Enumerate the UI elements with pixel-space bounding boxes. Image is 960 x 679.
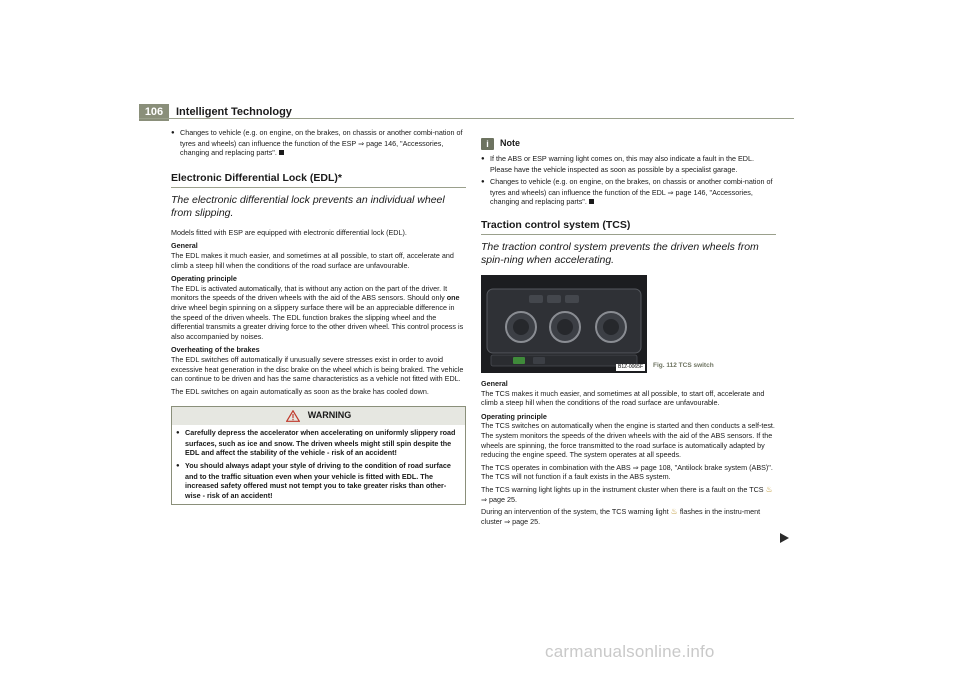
- warning-box: [171, 406, 466, 505]
- note-header: [481, 138, 776, 150]
- tcs-abs-text: The TCS operates in combination with the ABS ⇒ page 108, "Antilock brake system (ABS)". The TCS will not function if a fault exists in the ABS system.: [481, 462, 773, 482]
- edl-general-text: The EDL makes it much easier, and sometimes at all possible, to start off, accelerate and climb a steep hill when the conditions of the road surface are unfavourable.: [171, 250, 454, 270]
- note-icon: i: [481, 138, 494, 150]
- edl-overheat-text-2: The EDL switches on again automatically as soon as the brake has cooled down.: [171, 386, 429, 396]
- figure-caption: Fig. 112 TCS switch: [653, 362, 714, 370]
- right-column: [481, 136, 776, 529]
- tcs-light-text: [481, 485, 776, 504]
- warning-title: WARNING: [307, 410, 352, 421]
- tcs-section-title: Traction control system (TCS): [481, 219, 776, 235]
- continue-arrow-icon[interactable]: [780, 533, 789, 543]
- tcs-op-text: The TCS switches on automatically when the engine is started and then conducts a self-test. The system monitors the speeds of the driven wheels with the aid of the ABS sensors. If the wheels are spinning, the force transmitted to the road surface is automatically adapted by reducing the engine speed. The system operates at all speeds.: [481, 421, 775, 460]
- edl-op-label: Operating principle: [171, 274, 237, 284]
- end-mark: [589, 199, 594, 204]
- edl-op-text: [171, 284, 466, 342]
- tcs-flash-text-a: During an intervention of the system, the TCS warning light: [481, 507, 669, 517]
- end-mark: [279, 150, 284, 155]
- tcs-general-label: General: [481, 378, 508, 388]
- edl-general-label: General: [171, 241, 198, 251]
- tcs-flash-text-b: flashes in the instru-ment cluster ⇒ page 25.: [481, 507, 761, 526]
- warning-header: [172, 407, 465, 425]
- tcs-warning-light-icon: ♨: [765, 484, 773, 494]
- climate-panel-illustration: [481, 275, 647, 373]
- warning-triangle-icon: [286, 410, 300, 422]
- note-item-1: ● If the ABS or ESP warning light comes on, this may also indicate a fault in the EDL. Please have the vehicle inspected as soon as possible by a specialist garage.: [481, 154, 776, 174]
- tcs-general-text: The TCS makes it much easier, and sometimes at all possible, to start off, accelerate and climb a steep hill when the conditions of the road surface are unfavourable.: [481, 388, 765, 408]
- tcs-light-text-a: The TCS warning light lights up in the instrument cluster when there is a fault on the TCS: [481, 484, 764, 494]
- intro-bullet: [171, 128, 466, 158]
- edl-fitted-text: Models fitted with ESP are equipped with electronic differential lock (EDL).: [171, 227, 407, 237]
- edl-op-text-b: drive wheel begin spinning on a slippery surface there will be an appreciable difference in the speed of the driven wheels. The EDL function brakes the slipping wheel and the differential transmits a greater driving force to the other driven wheel. This control process is also accompanied by noises.: [171, 302, 464, 341]
- intro-bullet-text: Changes to vehicle (e.g. on engine, on the brakes, on chassis or another combi-nation of tyres and wheels) can influence the function of the ESP ⇒ page 146, "Accessories, changing and replacing parts".: [180, 128, 463, 158]
- tcs-switch-photo: [481, 275, 647, 373]
- warning-item-2: ● You should always adapt your style of driving to the condition of road surface and to the traffic situation even when your vehicle is fitted with EDL. The increased safety offered must not tempt you to take greater risks than other-wise - risk of an accident!: [176, 461, 461, 500]
- warning-body: [172, 425, 465, 504]
- edl-overheat-label: Overheating of the brakes: [171, 345, 260, 355]
- running-title: Intelligent Technology: [176, 106, 292, 118]
- edl-op-text-bold: one: [446, 293, 460, 303]
- figure-code: B1Z-0065F: [617, 363, 643, 370]
- edl-op-text-a: The EDL is activated automatically, that is without any action on the part of the driver. It monitors the speeds of the driven wheels with the aid of the ABS sensors. Should only: [171, 283, 448, 303]
- edl-overheat-text: The EDL switches off automatically if unusually severe stresses exist in order to avoid excessive heat generation in the disc brake on the wheel which is being braked. The vehicle can continue to be driven and has the same characteristics as a vehicle not fitted with EDL.: [171, 354, 464, 384]
- tcs-warning-light-icon: ♨: [670, 507, 678, 517]
- tcs-section-subtitle: The traction control system prevents the driven wheels from spin-ning when accelerating.: [481, 240, 759, 266]
- watermark: carmanualsonline.info: [545, 642, 715, 661]
- note-item-2: [481, 177, 776, 207]
- page-number: 106: [139, 104, 169, 121]
- edl-section-subtitle: The electronic differential lock prevents an individual wheel from slipping.: [171, 193, 445, 219]
- figure-112: [481, 275, 776, 373]
- note-title: Note: [500, 138, 520, 149]
- header-rule: [139, 118, 794, 119]
- left-column: [171, 128, 466, 505]
- note-item-2-text: Changes to vehicle (e.g. on engine, on the brakes, on chassis or another combi-nation of tyres and wheels) can influence the function of the EDL ⇒ page 146, "Accessories, changing and replacing parts".: [490, 177, 773, 207]
- tcs-op-label: Operating principle: [481, 411, 547, 421]
- edl-section-title: Electronic Differential Lock (EDL)*: [171, 172, 466, 188]
- tcs-flash-text: [481, 507, 776, 526]
- warning-item-1: ● Carefully depress the accelerator when accelerating on uniformly slippery road surfaces, such as ice and snow. The driven wheels might still spin despite the EDL and affect the stability of the vehicle - risk of an accident!: [176, 428, 461, 458]
- tcs-light-text-b: ⇒ page 25.: [481, 494, 517, 504]
